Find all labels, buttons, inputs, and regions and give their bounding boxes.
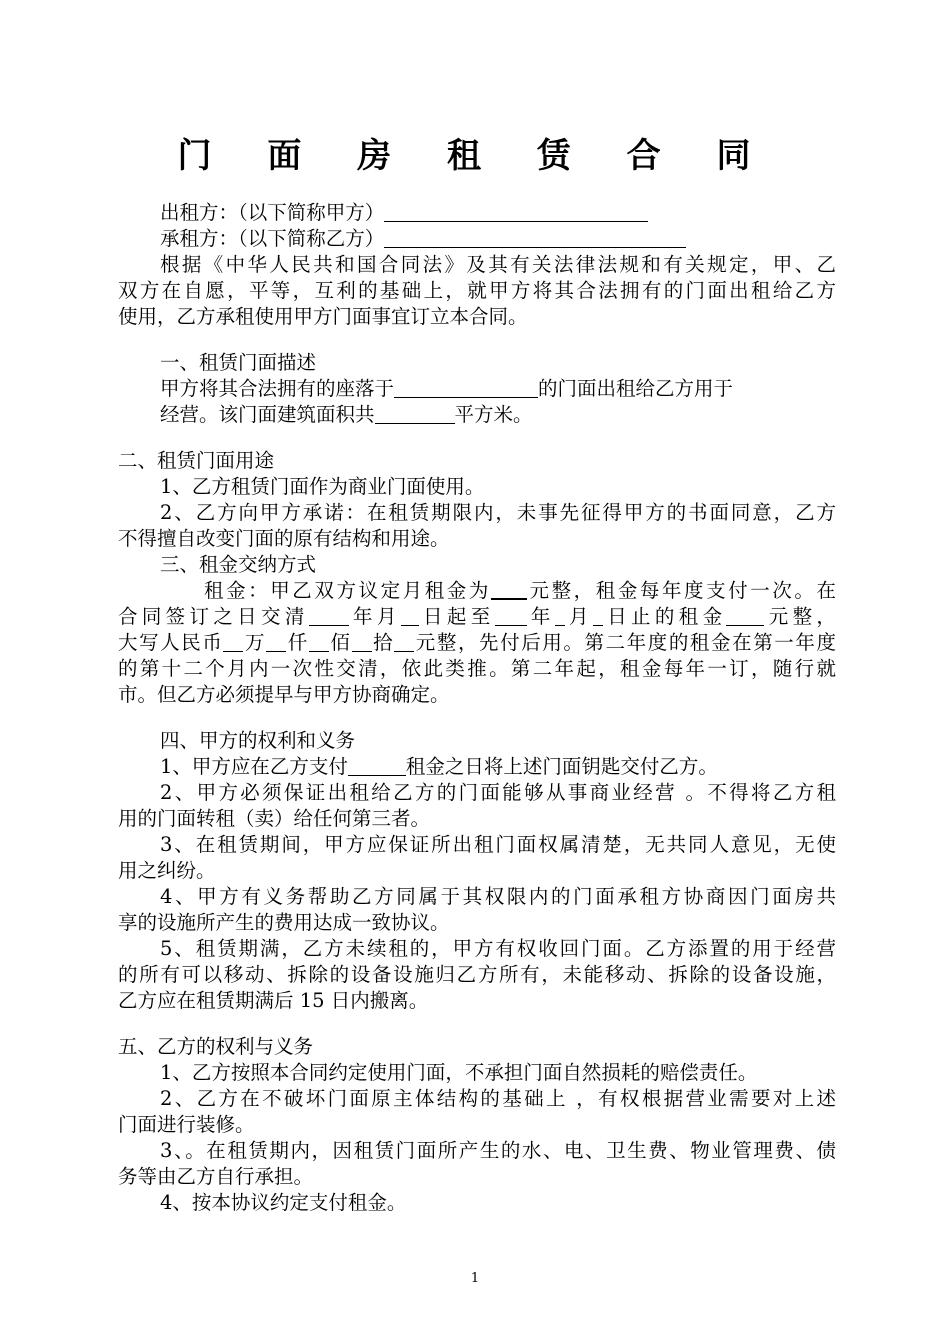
wan-blank (223, 631, 243, 652)
section-2-item-1: 1、乙方租赁门面作为商业门面使用。 (160, 475, 485, 498)
section-5-heading: 五、乙方的权利与义务 (118, 1035, 314, 1058)
rent-text: 日止的租金 (602, 605, 727, 628)
section-4-item-3-line-2: 用之纠纷。 (118, 859, 216, 882)
rent-text: 大写人民币 (118, 631, 224, 654)
section-5-item-1: 1、乙方按照本合同约定使用门面，不承担门面自然损耗的赔偿责任。 (160, 1061, 758, 1084)
rent-text: 月 (376, 605, 401, 628)
section-2-item-2-line-1: 2、乙方向甲方承诺：在租赁期限内，未事先征得甲方的书面同意，乙方 (160, 501, 836, 524)
section-5-item-4: 4、按本协议约定支付租金。 (160, 1191, 407, 1214)
yuan-blank (394, 631, 414, 652)
section-2-heading: 二、租赁门面用途 (118, 449, 275, 472)
start-day-blank (401, 605, 419, 626)
section-1-line-2 (160, 402, 533, 428)
section-1-heading: 一、租赁门面描述 (160, 351, 317, 374)
section-1-text: 平方米。 (454, 403, 533, 426)
section-4-item-2-line-1: 2、甲方必须保证出租给乙方的门面能够从事商业经营 。不得将乙方租 (160, 781, 836, 804)
section-1-text: 经营。该门面建筑面积共 (160, 403, 375, 426)
start-year-blank (309, 605, 349, 626)
rent-text: 合同签订之日交清 (118, 605, 309, 628)
section-4-text: 租金之日将上述门面钥匙交付乙方。 (405, 755, 718, 778)
qian-blank (266, 631, 286, 652)
section-3-line-5: 市。但乙方必须提早与甲方协商确定。 (118, 683, 450, 706)
rent-text: 租金：甲乙双方议定月租金为 (204, 579, 491, 602)
section-3-line-4: 的第十二个月内一次性交清，依此类推。第二年起，租金每年一订，随行就 (118, 657, 836, 680)
rent-text: 日起至 (418, 605, 495, 628)
section-4-text: 1、甲方应在乙方支付 (160, 755, 348, 778)
end-month-blank (555, 605, 565, 626)
section-3-line-3 (118, 630, 836, 656)
rent-text: 元整， (764, 605, 836, 628)
bai-blank (309, 631, 329, 652)
section-4-item-5-line-1: 5、租赁期满，乙方未续租的，甲方有权收回门面。乙方添置的用于经营 (160, 937, 836, 960)
rent-text: 元整，先付后用。第二年度的租金在第一年度 (414, 631, 836, 654)
section-3-line-1 (204, 578, 836, 604)
rent-text: 年 (526, 605, 555, 628)
page-number: 1 (470, 1271, 480, 1286)
lessor-blank (384, 201, 648, 222)
section-4-item-5-line-2: 的所有可以移动、拆除的设备设施归乙方所有，未能移动、拆除的设备设施， (118, 963, 836, 986)
lessor-label: 出租方：（以下简称甲方） (160, 201, 385, 224)
end-year-blank (495, 605, 527, 626)
location-blank (394, 377, 538, 398)
rent-text: 仟 (286, 631, 309, 654)
rent-text: 年 (348, 605, 377, 628)
section-3-line-2 (118, 604, 836, 630)
rent-amount-blank (726, 605, 764, 626)
area-blank (375, 403, 455, 424)
section-4-item-5-line-3: 乙方应在租赁期满后 15 日内搬离。 (118, 989, 429, 1012)
section-1-line-1 (160, 376, 733, 402)
section-5-item-3-line-1: 3、。在租赁期内，因租赁门面所产生的水、电、卫生费、物业管理费、债 (160, 1139, 836, 1162)
section-3-heading: 三、租金交纳方式 (160, 553, 317, 576)
preamble-line-3: 使用，乙方承租使用甲方门面事宜订立本合同。 (118, 305, 528, 328)
section-4-item-3-line-1: 3、在租赁期间，甲方应保证所出租门面权属清楚，无共同人意见，无使 (160, 833, 836, 856)
section-1-text: 甲方将其合法拥有的座落于 (160, 377, 395, 400)
section-4-item-2-line-2: 用的门面转租（卖）给任何第三者。 (118, 807, 431, 830)
section-2-item-2-line-2: 不得擅自改变门面的原有结构和用途。 (118, 527, 450, 550)
payment-blank (348, 755, 406, 776)
section-4-item-1 (160, 754, 718, 780)
lessor-line (160, 200, 648, 226)
monthly-rent-blank (491, 578, 527, 600)
lessee-blank (384, 227, 686, 248)
section-1-text: 的门面出租给乙方用于 (538, 377, 734, 400)
document-title: 门 面 房 租 赁 合 同 (177, 136, 773, 176)
preamble-line-1: 根据《中华人民共和国合同法》及其有关法律法规和有关规定，甲、乙 (160, 253, 836, 276)
section-5-item-2-line-2: 门面进行装修。 (118, 1113, 255, 1136)
rent-text: 元整，租金每年度支付一次。在 (526, 579, 836, 602)
end-day-blank (593, 605, 603, 626)
rent-text: 月 (564, 605, 593, 628)
rent-text: 万 (243, 631, 267, 654)
section-4-heading: 四、甲方的权利和义务 (160, 729, 356, 752)
lessee-label: 承租方：（以下简称乙方） (160, 227, 385, 250)
rent-text: 拾 (371, 631, 395, 654)
lessee-line (160, 226, 686, 252)
preamble-line-2: 双方在自愿，平等，互利的基础上，就甲方将其合法拥有的门面出租给乙方 (118, 279, 836, 302)
rent-text: 佰 (328, 631, 352, 654)
section-4-item-4-line-2: 享的设施所产生的费用达成一致协议。 (118, 911, 450, 934)
shi-blank (352, 631, 372, 652)
section-5-item-2-line-1: 2、乙方在不破坏门面原主体结构的基础上 ，有权根据营业需要对上述 (160, 1087, 836, 1110)
section-5-item-3-line-2: 务等由乙方自行承担。 (118, 1165, 314, 1188)
section-4-item-4-line-1: 4、甲方有义务帮助乙方同属于其权限内的门面承租方协商因门面房共 (160, 885, 836, 908)
